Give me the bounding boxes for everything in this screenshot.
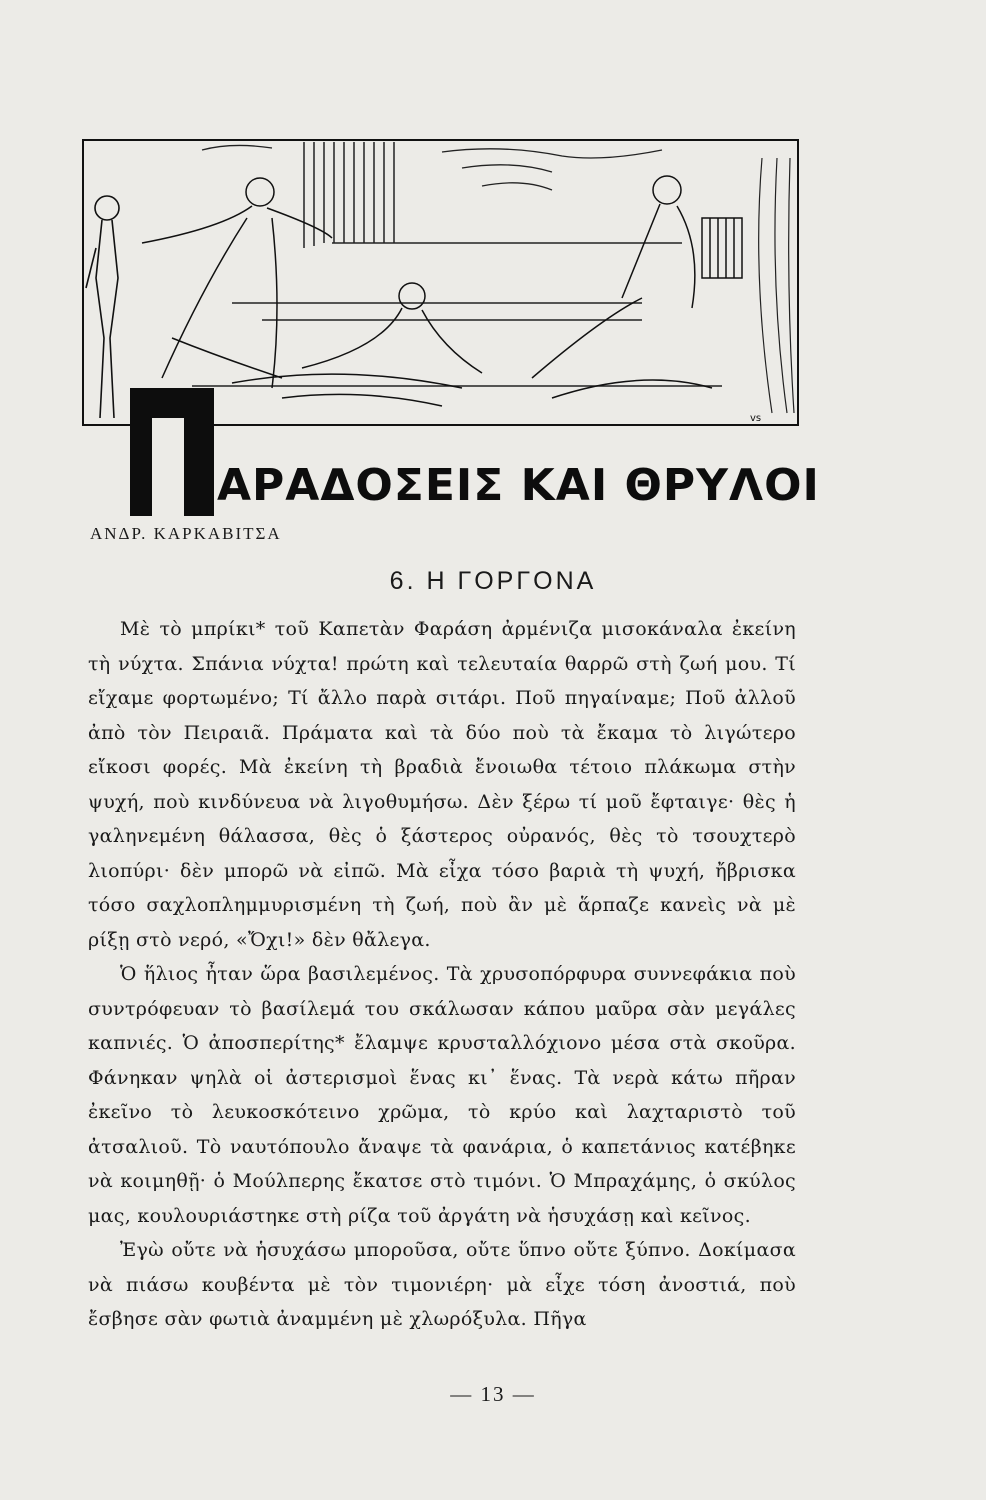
author-name: ΑΝΔΡ. ΚΑΡΚΑΒΙΤΣΑ [90,524,282,543]
svg-text:vs: vs [750,413,762,424]
page-number: — 13 — [450,1382,536,1406]
paragraph-2: Ὁ ἥλιος ἦταν ὥρα βασιλεμένος. Τὰ χρυσοπόρφυρα συννεφάκια ποὺ συντρόφευαν τὸ βασίλεμά του σκάλωσαν κάπου μαῦρα σὰν μεγάλες καπνιές. Ὁ ἀποσπερίτης* ἔλαμψε κρυσταλλόχιονο μέσα στὰ σκοῦρα. Φάνηκαν ψηλὰ οἱ ἀστερισμοὶ ἕνας κι᾽ ἕνας. Τὰ νερὰ κάτω πῆραν ἐκεῖνο τὸ λευκοσκότεινο χρῶμα, τὸ κρύο καὶ λαχταριστὸ τοῦ ἀτσαλιοῦ. Τὸ ναυτόπουλο ἄναψε τὰ φανάρια, ὁ καπετάνιος κατέβηκε νὰ κοιμηθῇ· ὁ Μούλπερης ἔκατσε στὸ τιμόνι. Ὁ Μπραχάμης, ὁ σκύλος μας, κουλουριάστηκε στὴ ρίζα τοῦ ἀργάτη νὰ ἡσυχάσῃ καὶ κεῖνος. [88,963,796,1227]
header-illustration [82,138,800,428]
article-body [88,612,796,1337]
page-title: ΑΡΑΔΟΣΕΙΣ ΚΑΙ ΘΡΥΛΟΙ [217,460,820,511]
paragraph-3: Ἐγὼ οὔτε νὰ ἡσυχάσω μποροῦσα, οὔτε ὕπνο οὔτε ξύπνο. Δοκίμασα νὰ πιάσω κουβέντα μὲ τὸν τιμονιέρη· μὰ εἶχε τόση ἀνοστιά, ποὺ ἔσβησε σὰν φωτιὰ ἀναμμένη μὲ χλωρόξυλα. Πῆγα [88,1239,796,1330]
classical-scene-illustration [82,138,800,428]
title-initial-block [130,388,214,516]
chapter-title: 6. Η ΓΟΡΓΟΝΑ [389,567,597,595]
paragraph-1: Μὲ τὸ μπρίκι* τοῦ Καπετὰν Φαράση ἀρμένιζα μισοκάναλα ἐκείνη τὴ νύχτα. Σπάνια νύχτα! πρώτη καὶ τελευταία θαρρῶ στὴ ζωή μου. Τί εἴχαμε φορτωμένο; Τί ἄλλο παρὰ σιτάρι. Ποῦ πηγαίναμε; Ποῦ ἀλλοῦ ἀπὸ τὸν Πειραιᾶ. Πράματα καὶ τὰ δύο ποὺ τὰ ἔκαμα τὸ λιγώτερο εἴκοσι φορές. Μὰ ἐκείνη τὴ βραδιὰ ἔνοιωθα τέτοιο πλάκωμα στὴν ψυχή, ποὺ κινδύνευα νὰ λιγοθυμήσω. Δὲν ξέρω τί μοῦ ἔφταιγε· θὲς ἡ γαληνεμένη θάλασσα, θὲς ὁ ξάστερος οὐρανός, θὲς τὸ τσουχτερὸ λιοπύρι· δὲν μπορῶ νὰ εἰπῶ. Μὰ εἶχα τόσο βαριὰ τὴ ψυχή, ἤβρισκα τόσο σαχλοπλημμυρισμένη τὴ ζωή, ποὺ ἂν μὲ ἅρπαζε κανεὶς νὰ μὲ ρίξῃ στὸ νερό, «Ὄχι!» δὲν θἄλεγα. [88,618,796,951]
title-initial-cutout [152,418,184,516]
